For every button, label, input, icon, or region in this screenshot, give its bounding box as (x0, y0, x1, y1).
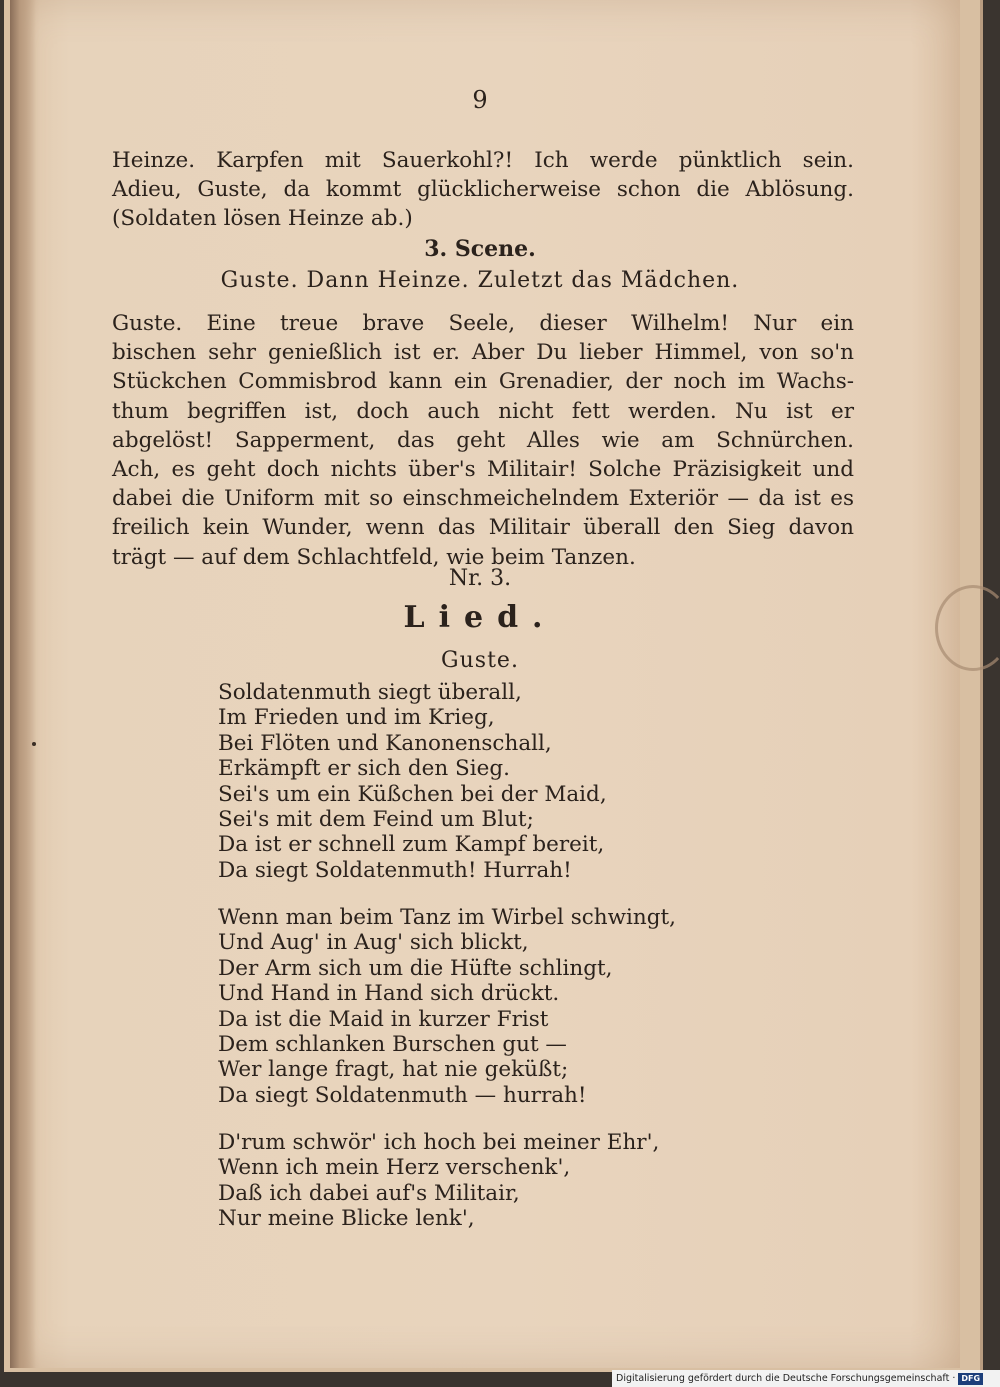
verse-line: Wenn ich mein Herz verschenk', (218, 1155, 571, 1181)
monologue-line: dabei die Uniform mit so einschmeichelndem Exteriör — da ist es (112, 486, 854, 512)
verse-line: Im Frieden und im Krieg, (218, 705, 495, 731)
monologue-line: freilich kein Wunder, wenn das Militair überall den Sieg davon (112, 515, 854, 541)
verse-line: Nur meine Blicke lenk', (218, 1206, 475, 1232)
verse-line: Wer lange fragt, hat nie geküßt; (218, 1057, 569, 1083)
intro-line: (Soldaten lösen Heinze ab.) (112, 206, 413, 232)
page-number: 9 (472, 86, 488, 114)
page-spine-shadow (10, 0, 36, 1368)
verse-line: Da siegt Soldatenmuth — hurrah! (218, 1082, 587, 1108)
monologue-line: Guste. Eine treue brave Seele, dieser Wilhelm! Nur ein (112, 311, 854, 336)
scene-persons: Guste. Dann Heinze. Zuletzt das Mädchen. (220, 268, 740, 293)
verse-line: Der Arm sich um die Hüfte schlingt, (218, 955, 613, 981)
verse-line: D'rum schwör' ich hoch bei meiner Ehr', (218, 1130, 660, 1155)
intro-paragraph (112, 146, 854, 234)
intro-line: Adieu, Guste, da kommt glücklicherweise schon die Ablösung. (112, 177, 854, 203)
verse-line: Erkämpft er sich den Sieg. (218, 756, 510, 782)
verse-line: Und Aug' in Aug' sich blickt, (218, 930, 529, 956)
digitization-credit (612, 1370, 1000, 1387)
verse-1 (218, 680, 778, 883)
credit-text: Digitalisierung gefördert durch die Deutsche Forschungsgemeinschaft · (616, 1373, 956, 1384)
monologue-line: abgelöst! Sapperment, das geht Alles wie am Schnürchen. (112, 427, 854, 453)
song-singer: Guste. (441, 648, 519, 673)
verse-line: Wenn man beim Tanz im Wirbel schwingt, (218, 905, 677, 930)
scene-heading: 3. Scene. (424, 236, 536, 262)
intro-line: Heinze. Karpfen mit Sauerkohl?! Ich werde pünktlich sein. (112, 148, 854, 173)
monologue-line: trägt — auf dem Schlachtfeld, wie beim Tanzen. (112, 544, 636, 570)
verse-line: Daß ich dabei auf's Militair, (218, 1180, 520, 1206)
verse-line: Und Hand in Hand sich drückt. (218, 981, 560, 1007)
dfg-logo: DFG (958, 1373, 983, 1385)
monologue-line: thum begriffen ist, doch auch nicht fett werden. Nu ist er (112, 398, 854, 424)
verse-line: Soldatenmuth siegt überall, (218, 680, 522, 705)
verse-line: Sei's mit dem Feind um Blut; (218, 807, 534, 833)
verse-line: Da siegt Soldatenmuth! Hurrah! (218, 857, 572, 883)
verse-3 (218, 1130, 778, 1232)
ink-speck (32, 742, 36, 746)
verse-2 (218, 905, 778, 1108)
monologue-line: Stückchen Commisbrod kann ein Grenadier, der noch im Wachs- (112, 369, 854, 395)
monologue-line: Ach, es geht doch nichts über's Militair! Solche Präzisigkeit und (112, 457, 854, 483)
song-title: Lied. (403, 600, 557, 635)
verse-line: Bei Flöten und Kanonenschall, (218, 730, 552, 756)
song-number: Nr. 3. (448, 566, 512, 591)
verse-line: Da ist er schnell zum Kampf bereit, (218, 832, 605, 858)
monologue-paragraph (112, 309, 854, 572)
verse-line: Da ist die Maid in kurzer Frist (218, 1006, 549, 1032)
verse-line: Sei's um ein Küßchen bei der Maid, (218, 781, 607, 807)
monologue-line: bischen sehr genießlich ist er. Aber Du lieber Himmel, von so'n (112, 340, 854, 366)
verse-line: Dem schlanken Burschen gut — (218, 1032, 567, 1058)
